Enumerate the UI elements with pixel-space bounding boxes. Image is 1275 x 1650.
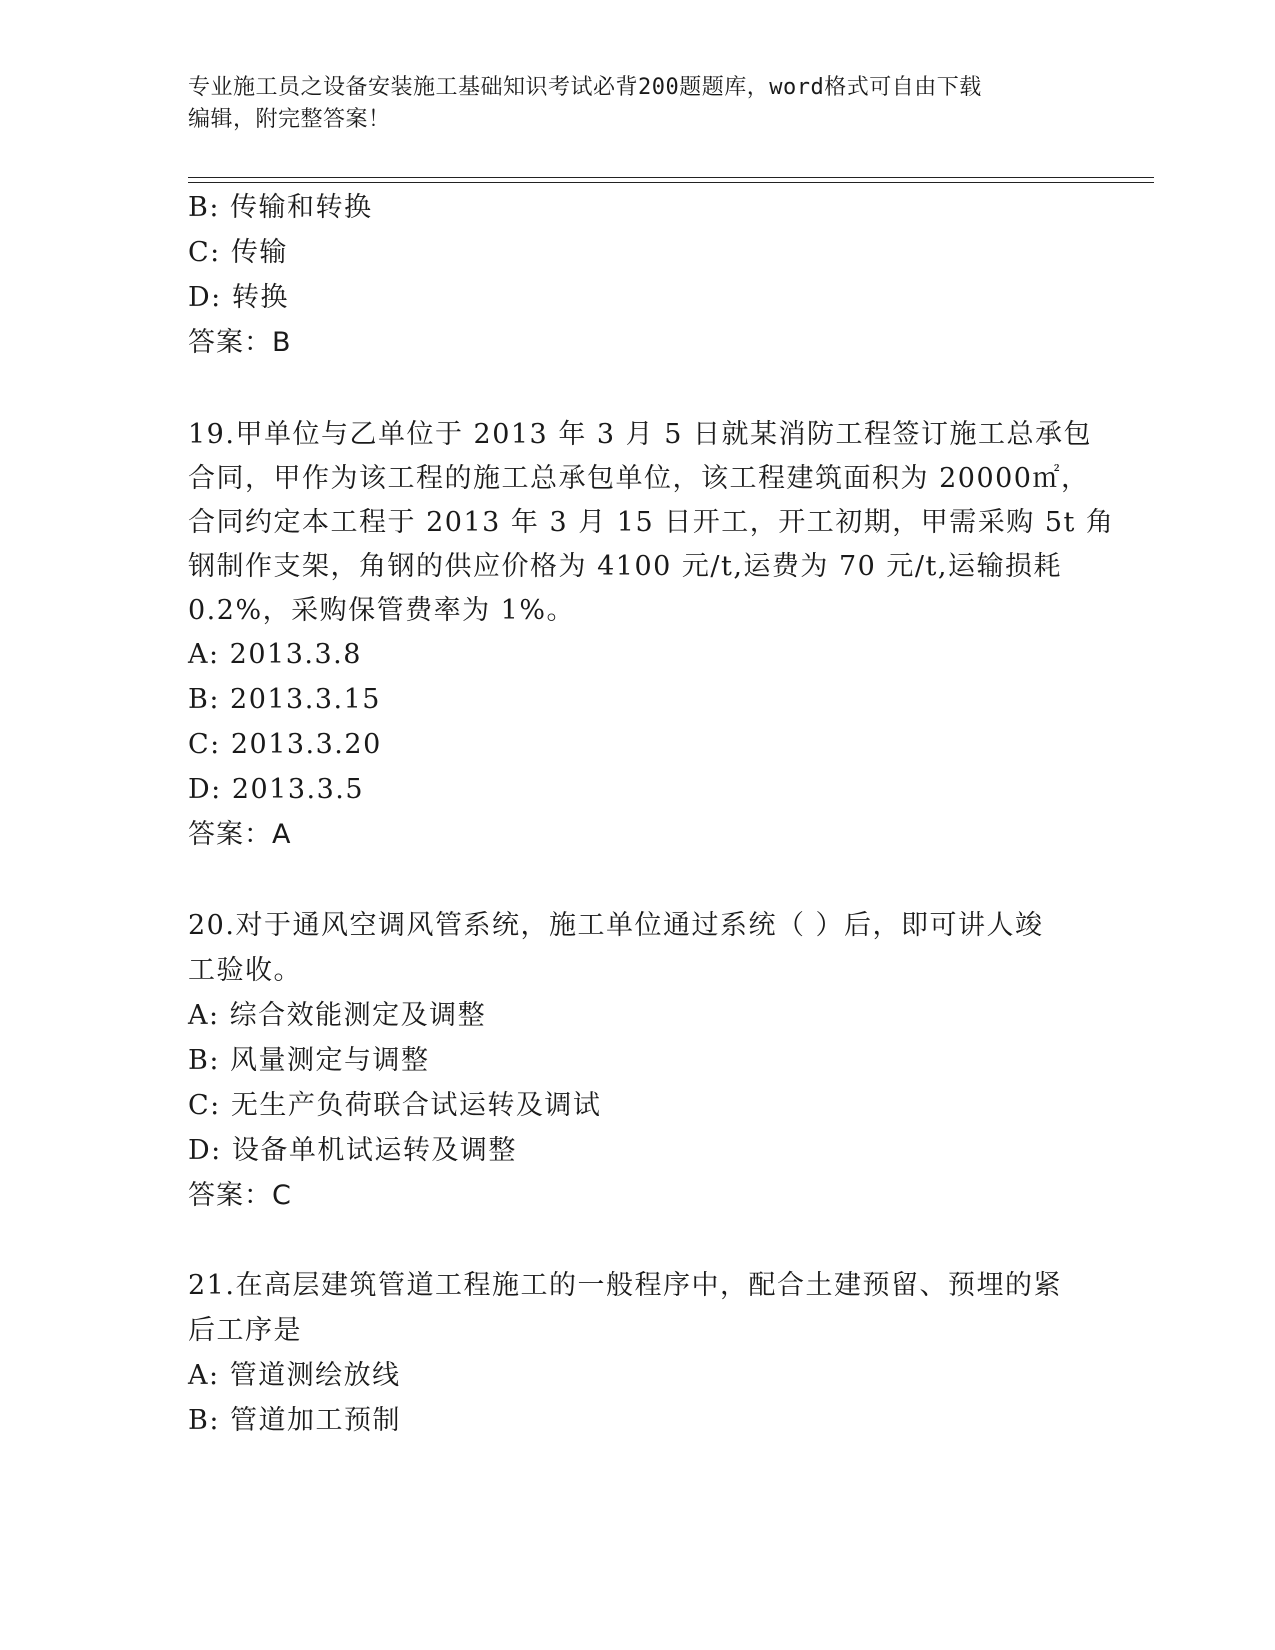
question-19-stem-line: 钢制作支架，角钢的供应价格为 4100 元/t,运费为 70 元/t,运输损耗 (188, 551, 1062, 582)
document-header (188, 72, 1088, 136)
question-20-answer: 答案：C (188, 1180, 292, 1211)
question-19-option-a: A: 2013.3.8 (188, 639, 362, 670)
option-d: D: 转换 (188, 282, 289, 313)
answer-label: 答案：B (188, 327, 292, 358)
question-19-option-d: D: 2013.3.5 (188, 774, 365, 805)
question-20-option-a: A: 综合效能测定及调整 (188, 1000, 487, 1031)
question-19-answer: 答案：A (188, 819, 292, 850)
question-21-stem-line: 后工序是 (188, 1315, 302, 1346)
option-c: C: 传输 (188, 237, 288, 268)
question-20-option-c: C: 无生产负荷联合试运转及调试 (188, 1090, 602, 1121)
question-19-option-b: B: 2013.3.15 (188, 684, 381, 715)
question-19-stem-line: 19.甲单位与乙单位于 2013 年 3 月 5 日就某消防工程签订施工总承包 (188, 419, 1093, 450)
question-20-stem-line: 20.对于通风空调风管系统，施工单位通过系统（ ）后，即可讲人竣 (188, 910, 1044, 941)
header-title-line-1: 专业施工员之设备安装施工基础知识考试必背200题题库，word格式可自由下载 (188, 75, 982, 100)
header-title-line-2: 编辑，附完整答案！ (188, 107, 391, 132)
question-19-stem-line: 合同，甲作为该工程的施工总承包单位，该工程建筑面积为 20000㎡， (188, 463, 1090, 494)
question-20-option-b: B: 风量测定与调整 (188, 1045, 430, 1076)
question-19-option-c: C: 2013.3.20 (188, 729, 382, 760)
option-b: B: 传输和转换 (188, 192, 373, 223)
question-19-stem-line: 0.2%，采购保管费率为 1%。 (188, 595, 576, 626)
question-21-stem-line: 21.在高层建筑管道工程施工的一般程序中，配合土建预留、预埋的紧 (188, 1270, 1062, 1301)
header-divider-bottom (188, 182, 1154, 183)
question-19-stem-line: 合同约定本工程于 2013 年 3 月 15 日开工，开工初期，甲需采购 5t 角 (188, 507, 1115, 538)
question-20-option-d: D: 设备单机试运转及调整 (188, 1135, 517, 1166)
question-20-stem-line: 工验收。 (188, 955, 302, 986)
question-21-option-a: A: 管道测绘放线 (188, 1360, 401, 1391)
question-21-option-b: B: 管道加工预制 (188, 1405, 402, 1436)
header-divider-top (188, 177, 1154, 178)
